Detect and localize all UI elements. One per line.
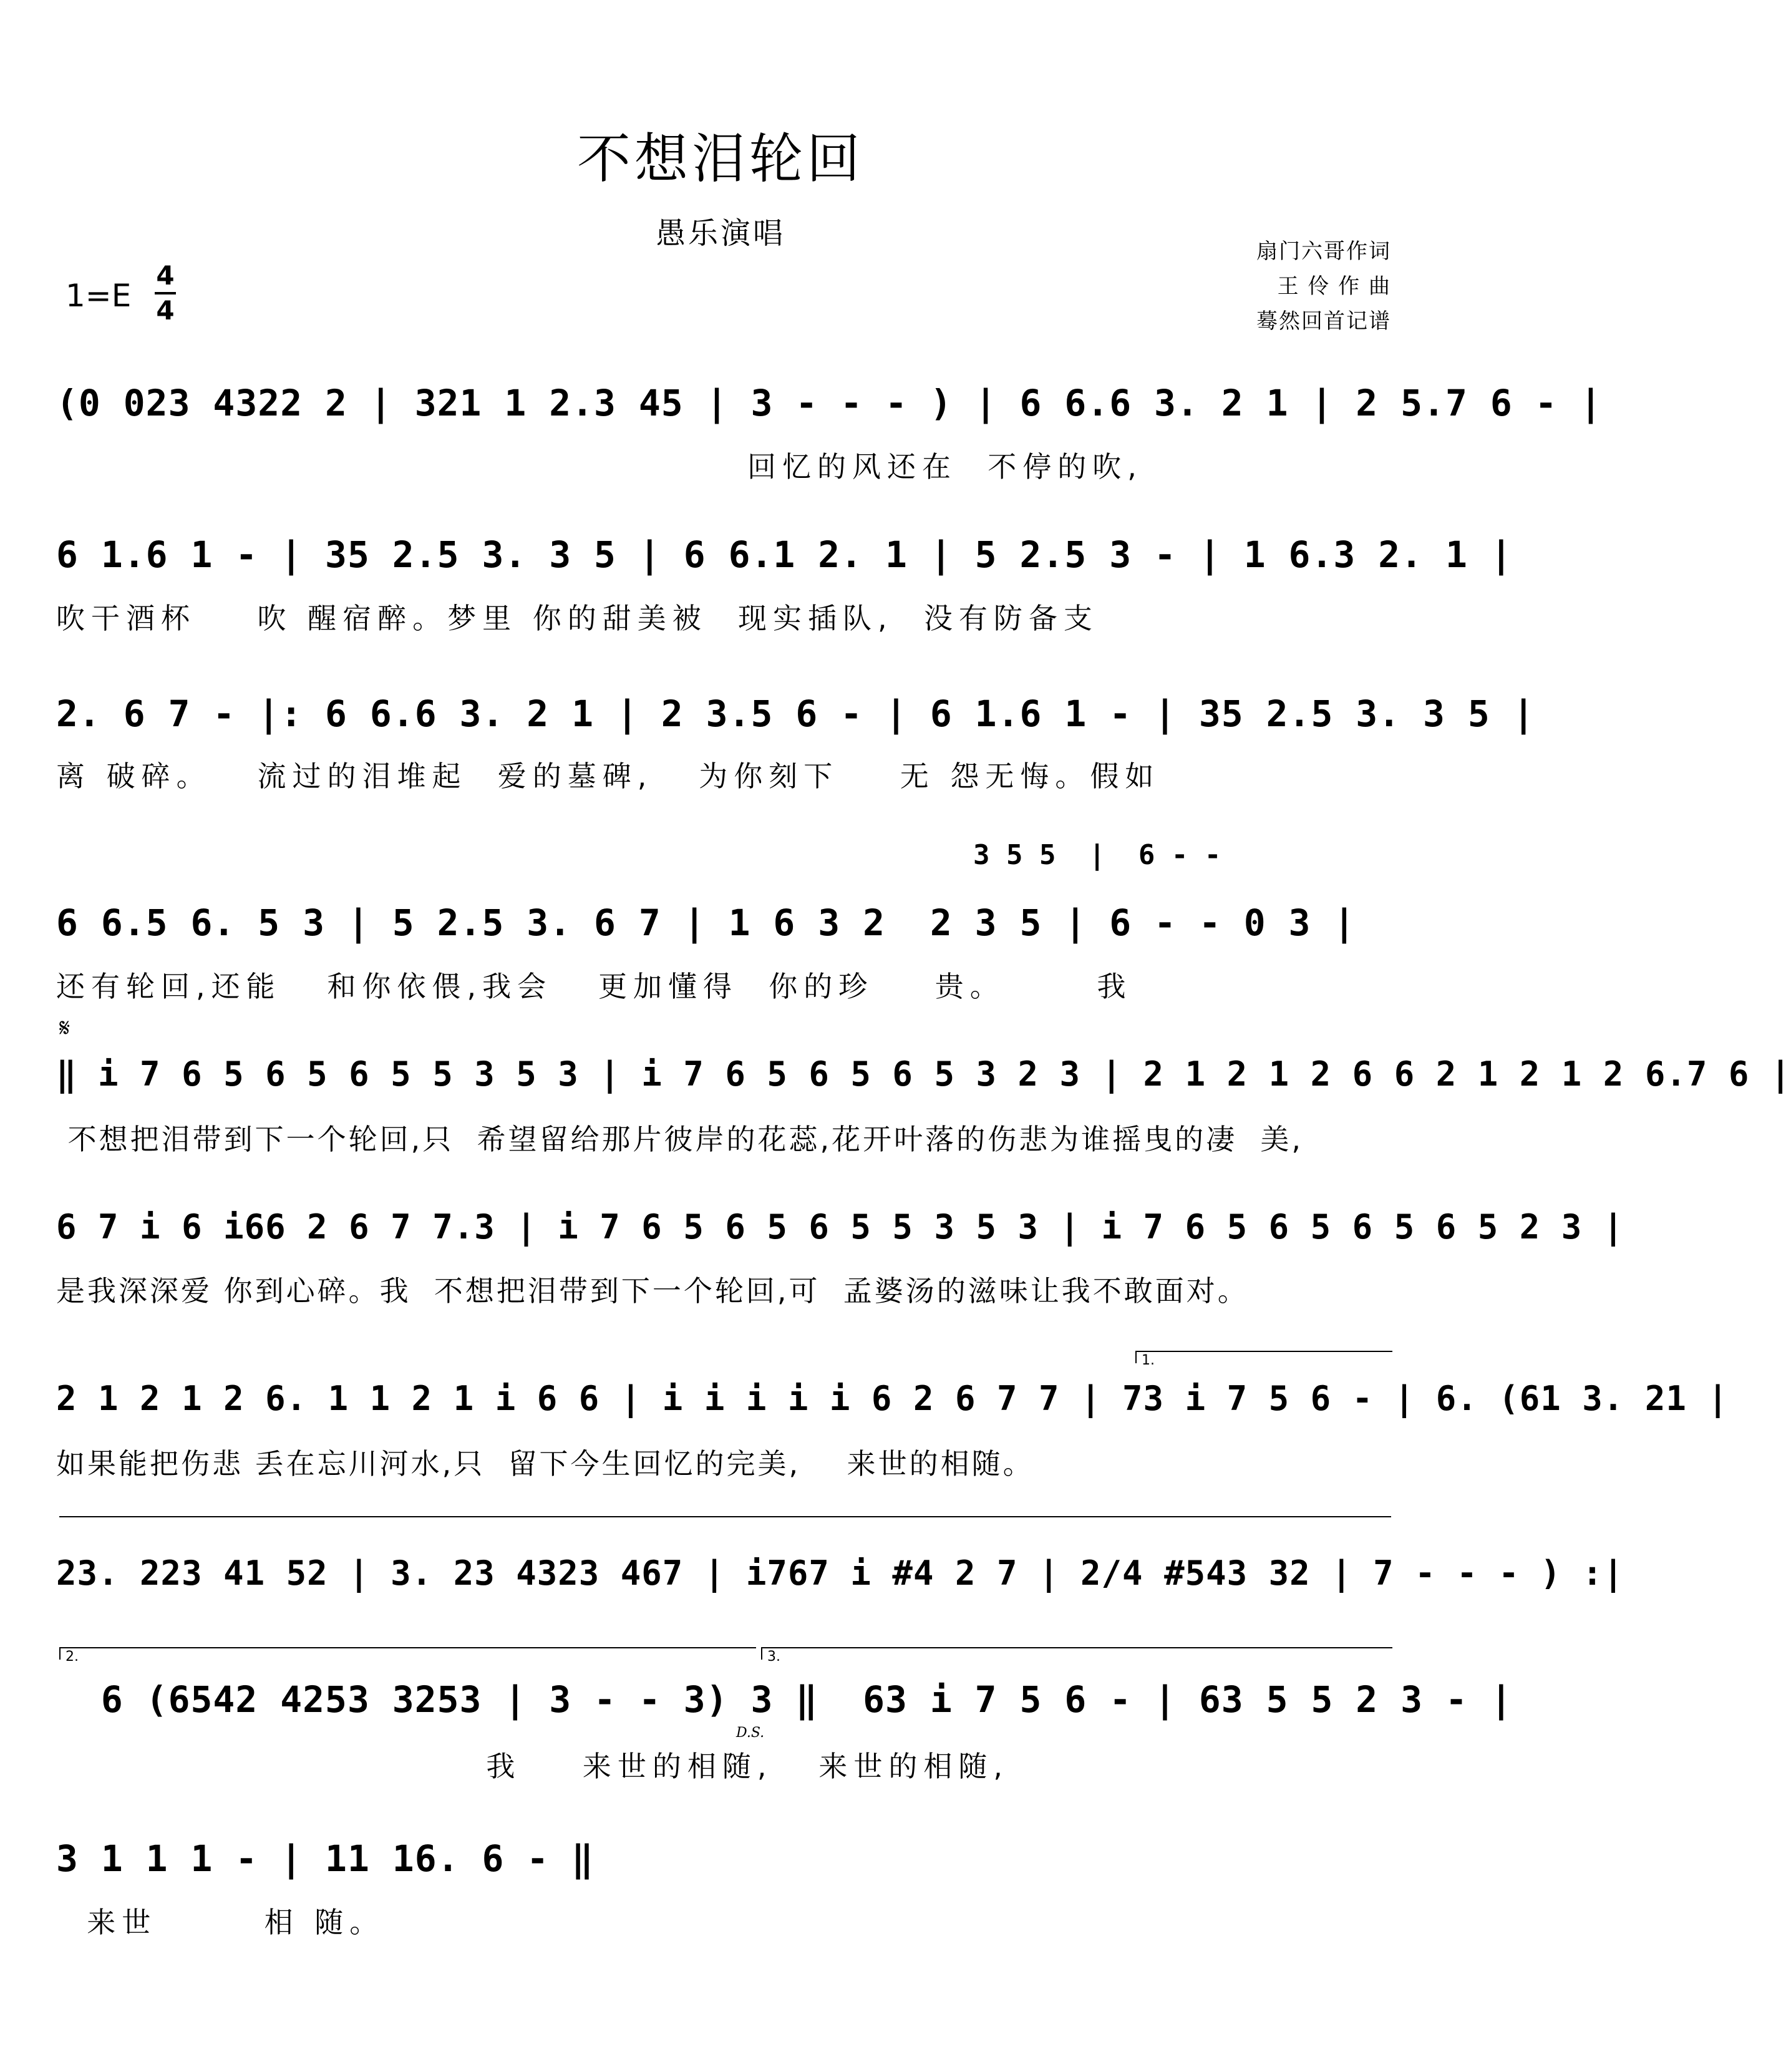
system-4-lyrics: 还有轮回,还能 和你依偎,我会 更加懂得 你的珍 贵。 我 — [56, 970, 1132, 1003]
transcriber-credit: 蓦然回首记谱 — [1256, 309, 1391, 334]
volta-2-label: 2. — [66, 1649, 79, 1665]
system-7-notes: 2 1 2 1 2 6. 1 1 2 1 i 6 6 | i i i i i 6 2 6 7 7 | 73 i 7 5 6 - | 6. (61 3. 21 | — [56, 1379, 1729, 1418]
system-5-notes: ‖ i 7 6 5 6 5 6 5 5 3 5 3 | i 7 6 5 6 5 6 5 3 2 3 | 2 1 2 1 2 6 6 2 1 2 1 2 6.7 6 | — [56, 1054, 1791, 1094]
system-4-notes: 6 6.5 6. 5 3 | 5 2.5 3. 6 7 | 1 6 3 2 2 3 5 | 6 - - 0 3 | — [56, 902, 1356, 944]
dal-segno-mark: D.S. — [736, 1725, 765, 1741]
system-7-lyrics: 如果能把伤悲 丢在忘川河水,只 留下今生回忆的完美, 来世的相随。 — [56, 1447, 1034, 1481]
lyricist-credit: 扇门六哥作词 — [1256, 239, 1391, 264]
composer-credit: 王 伶 作 曲 — [1277, 274, 1391, 299]
system-9-lyrics: 我 来世的相随, 来世的相随, — [56, 1749, 1009, 1783]
segno-sign: 𝄋 — [59, 1014, 70, 1043]
system-10-lyrics: 来世 相 随。 — [56, 1905, 385, 1939]
song-title: 不想泪轮回 — [577, 128, 864, 190]
credits-block — [1129, 234, 1391, 339]
time-signature-bottom: 4 — [156, 295, 175, 326]
system-6-lyrics: 是我深深爱 你到心碎。我 不想把泪带到下一个轮回,可 孟婆汤的滋味让我不敢面对。 — [56, 1274, 1249, 1308]
ossia-staff: 3 5 5 | 6 - - — [973, 839, 1221, 871]
system-3-notes: 2. 6 7 - |: 6 6.6 3. 2 1 | 2 3.5 6 - | 6 1.6 1 - | 35 2.5 3. 3 5 | — [56, 693, 1535, 735]
system-5-lyrics: 不想把泪带到下一个轮回,只 希望留给那片彼岸的花蕊,花开叶落的伤悲为谁摇曳的凄 美, — [56, 1122, 1303, 1156]
system-8-notes: 23. 223 41 52 | 3. 23 4323 467 | i767 i #4 2 7 | 2/4 #543 32 | 7 - - - ) :| — [56, 1554, 1624, 1593]
key-signature: 1=E — [66, 278, 132, 314]
volta-3-label: 3. — [767, 1649, 780, 1665]
system-3-lyrics: 离 破碎。 流过的泪堆起 爱的墓碑, 为你刻下 无 怨无悔。假如 — [56, 759, 1160, 793]
system-1-lyrics: 回忆的风还在 不停的吹, — [56, 450, 1143, 484]
time-signature-divider — [155, 292, 176, 294]
volta-2-bracket — [59, 1647, 756, 1660]
system-2-notes: 6 1.6 1 - | 35 2.5 3. 3 5 | 6 6.1 2. 1 | 5 2.5 3 - | 1 6.3 2. 1 | — [56, 533, 1513, 576]
system-6-notes: 6 7 i 6 i66 2 6 7 7.3 | i 7 6 5 6 5 6 5 5 3 5 3 | i 7 6 5 6 5 6 5 6 5 2 3 | — [56, 1207, 1624, 1247]
system-2-lyrics: 吹干酒杯 吹 醒宿醉。梦里 你的甜美被 现实插队, 没有防备支 — [56, 601, 1099, 635]
system-1-notes: (0 023 4322 2 | 321 1 2.3 45 | 3 - - - ) | 6 6.6 3. 2 1 | 2 5.7 6 - | — [56, 382, 1603, 424]
volta-1-bracket — [1135, 1351, 1392, 1363]
system-10-notes: 3 1 1 1 - | 11 16. 6 - ‖ — [56, 1837, 595, 1880]
time-signature-top: 4 — [156, 260, 175, 291]
volta-1-label: 1. — [1142, 1353, 1155, 1368]
time-signature — [155, 261, 176, 326]
song-performer: 愚乐演唱 — [655, 216, 785, 251]
volta-3-bracket — [761, 1647, 1392, 1660]
system-9-notes: 6 (6542 4253 3253 | 3 - - 3) 3 ‖ 63 i 7 5 6 - | 63 5 5 2 3 - | — [56, 1678, 1513, 1721]
volta-1-continuation — [59, 1516, 1391, 1517]
